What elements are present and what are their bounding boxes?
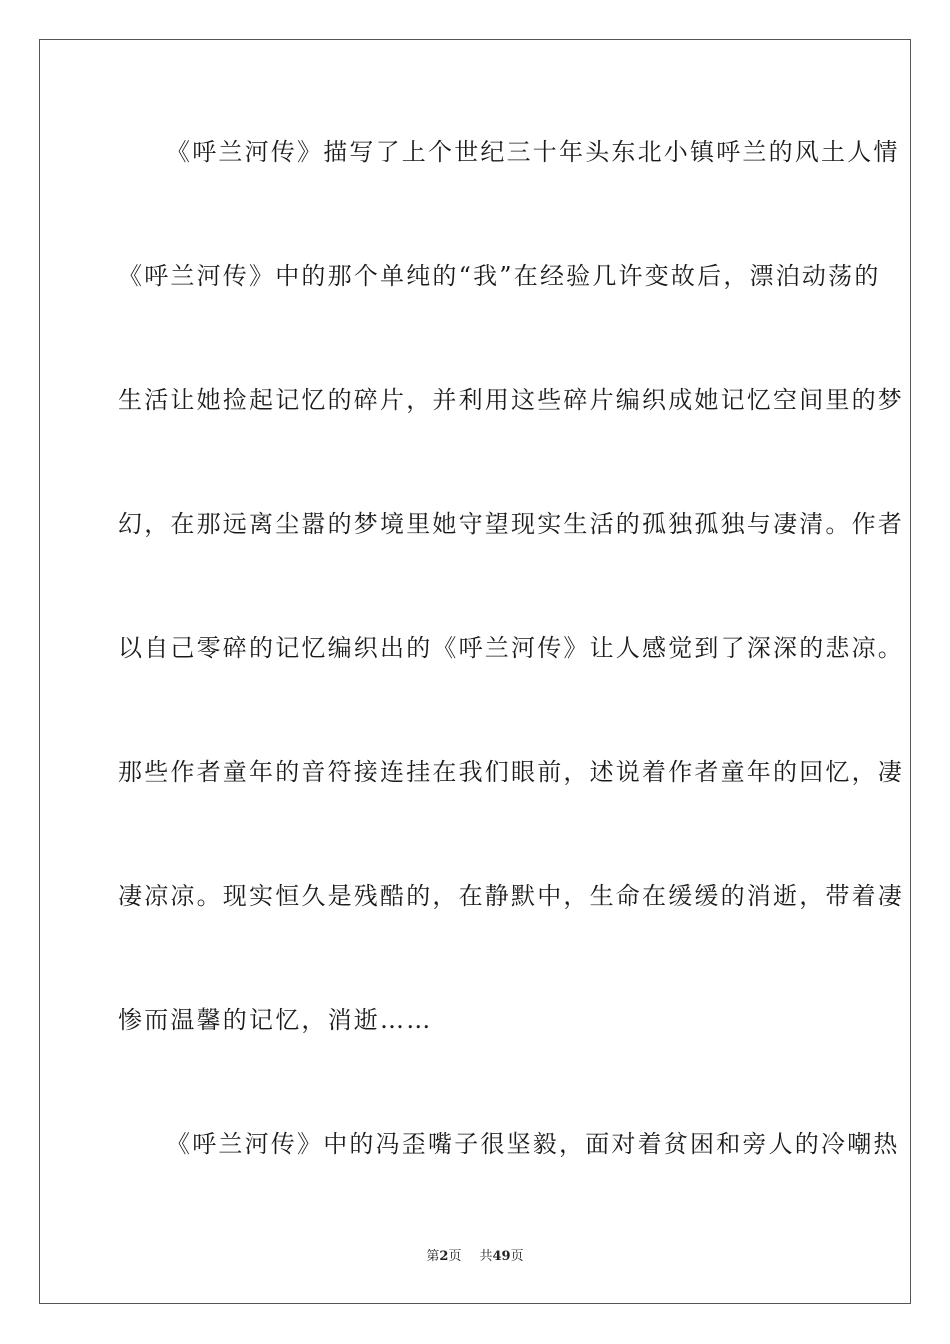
- paragraph-line: 《呼兰河传》中的那个单纯的“我”在经验几许变故后，漂泊动荡的: [118, 262, 881, 290]
- paragraph-line: 凄凉凉。现实恒久是残酷的，在静默中，生命在缓缓的消逝，带着凄: [118, 882, 904, 910]
- page-label-suffix: 页: [448, 1249, 462, 1264]
- paragraph-line: 生活让她捡起记忆的碎片，并利用这些碎片编织成她记忆空间里的梦: [118, 386, 904, 414]
- paragraph-line: 那些作者童年的音符接连挂在我们眼前，述说着作者童年的回忆，凄: [118, 758, 904, 786]
- paragraph-line: 以自己零碎的记忆编织出的《呼兰河传》让人感觉到了深深的悲凉。: [118, 634, 904, 662]
- paragraph-line: 幻，在那远离尘嚣的梦境里她守望现实生活的孤独孤独与凄清。作者: [118, 510, 904, 538]
- paragraph-line: 惨而温馨的记忆，消逝……: [118, 1006, 433, 1034]
- paragraph-line: 《呼兰河传》描写了上个世纪三十年头东北小镇呼兰的风土人情: [166, 138, 900, 166]
- paragraph-line: 《呼兰河传》中的冯歪嘴子很坚毅，面对着贫困和旁人的冷嘲热: [166, 1130, 900, 1158]
- total-label-prefix: 共: [479, 1249, 493, 1264]
- page-label-prefix: 第: [426, 1249, 440, 1264]
- total-label-suffix: 页: [510, 1249, 524, 1264]
- page-border: [39, 39, 911, 1304]
- page-footer: [0, 1248, 950, 1266]
- page-number: 2: [439, 1249, 449, 1264]
- total-pages: 49: [492, 1249, 511, 1264]
